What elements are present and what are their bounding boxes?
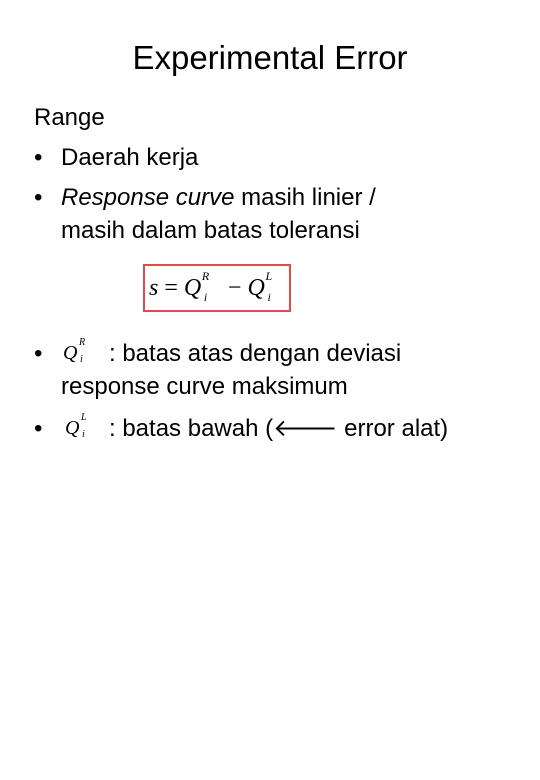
range-formula <box>149 269 277 304</box>
formula-q-upper <box>183 269 222 304</box>
list-item-daerah-kerja: Daerah kerja <box>61 144 199 171</box>
q-sup: L <box>265 269 273 283</box>
formula-box <box>143 264 291 312</box>
q-sup: L <box>81 412 87 423</box>
bullet-dot: • <box>34 184 43 211</box>
q-sup: R <box>79 337 86 348</box>
definition-lower: : batas bawah (🡐 error alat) <box>109 415 449 442</box>
q-symbol: Q <box>247 275 265 301</box>
bullet-dot: • <box>34 144 43 171</box>
q-sub: i <box>80 354 83 365</box>
italic-term: Response curve <box>61 184 235 211</box>
list-item-continuation: masih dalam batas toleransi <box>61 217 360 244</box>
bullet-dot: • <box>34 415 43 442</box>
q-sub: i <box>203 290 208 304</box>
formula-q-lower <box>247 269 277 304</box>
q-lower-symbol <box>65 412 87 440</box>
q-sub: i <box>267 290 271 304</box>
formula-s: s <box>149 275 159 301</box>
q-symbol: Q <box>183 275 202 301</box>
formula-equals: = <box>164 275 178 301</box>
q-sub: i <box>82 429 85 440</box>
definition-upper: : batas atas dengan deviasi <box>109 340 402 367</box>
formula-minus: − <box>227 275 242 301</box>
bullet-dot: • <box>34 340 43 367</box>
list-item-text: masih linier / <box>234 184 376 211</box>
q-symbol: Q <box>63 342 78 364</box>
q-upper-symbol <box>63 337 86 365</box>
list-item-response-curve <box>61 183 376 213</box>
q-symbol: Q <box>65 417 80 439</box>
q-sup: R <box>201 269 210 283</box>
slide-title: Experimental Error <box>132 39 408 76</box>
section-heading: Range <box>34 104 105 131</box>
definition-upper-continuation: response curve maksimum <box>61 373 348 400</box>
